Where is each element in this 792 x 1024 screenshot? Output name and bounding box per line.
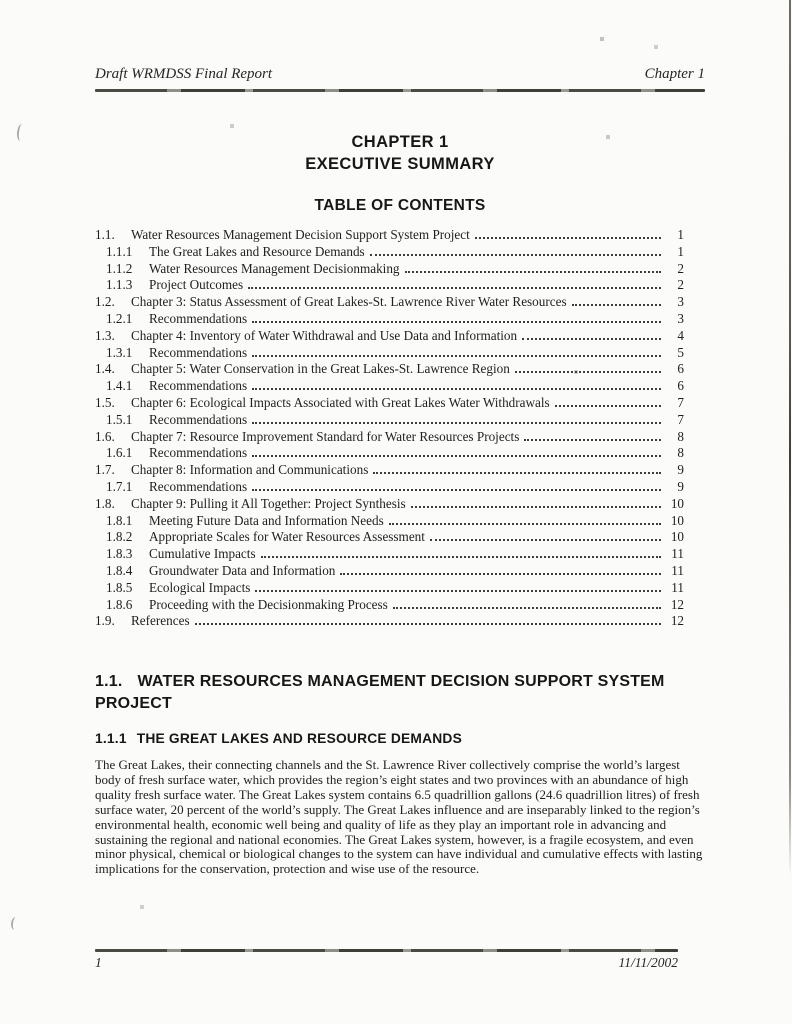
toc-entry-label: Recommendations [149, 310, 248, 326]
table-of-contents [95, 227, 684, 630]
toc-dot-leader [373, 472, 661, 474]
toc-dot-leader [393, 607, 661, 609]
toc-entry [95, 277, 684, 294]
scan-speckles [0, 0, 2, 2]
toc-entry-label: Meeting Future Data and Information Needs [149, 512, 384, 528]
toc-entry-number: 1.8.6 [106, 596, 133, 612]
toc-entry-label: Recommendations [149, 478, 248, 494]
section-title: WATER RESOURCES MANAGEMENT DECISION SUPPORT SYSTEM PROJECT [95, 673, 665, 712]
toc-entry-page: 8 [677, 445, 684, 461]
toc-dot-leader [555, 405, 661, 407]
toc-entry-page: 6 [677, 361, 684, 377]
toc-dot-leader [261, 556, 661, 558]
toc-entry-label: Cumulative Impacts [149, 546, 256, 562]
toc-entry-page: 2 [677, 277, 684, 293]
toc-entry-number: 1.1. [95, 227, 115, 242]
toc-entry [95, 412, 684, 429]
toc-entry-number: 1.9. [95, 613, 115, 629]
toc-dot-leader [430, 539, 661, 541]
toc-entry-number: 1.5. [95, 394, 115, 410]
scan-mark-left-top [16, 124, 25, 142]
toc-entry-number: 1.2. [95, 294, 115, 310]
toc-dot-leader [515, 371, 661, 373]
toc-entry [95, 613, 684, 630]
toc-entry-number: 1.2.1 [106, 310, 133, 326]
toc-entry [95, 395, 684, 412]
toc-entry [95, 244, 684, 261]
toc-entry [95, 429, 684, 446]
toc-entry-page: 9 [677, 478, 684, 494]
toc-dot-leader [340, 573, 661, 575]
toc-entry-number: 1.7.1 [106, 478, 133, 494]
toc-entry-page: 3 [677, 310, 684, 326]
toc-entry [95, 597, 684, 614]
toc-entry-page: 11 [671, 579, 684, 595]
toc-entry-number: 1.1.2 [106, 260, 133, 276]
toc-dot-leader [572, 304, 661, 306]
footer-page-number: 1 [95, 955, 102, 970]
toc-entry-label: Chapter 7: Resource Improvement Standard for Water Resources Projects [131, 428, 520, 444]
toc-entry-label: Recommendations [149, 378, 248, 394]
toc-entry-number: 1.6.1 [106, 445, 133, 461]
toc-entry [95, 345, 684, 362]
toc-entry-page: 1 [677, 243, 684, 259]
toc-entry-number: 1.1.1 [106, 243, 133, 259]
toc-dot-leader [405, 271, 661, 273]
toc-entry-label: Chapter 3: Status Assessment of Great Lakes-St. Lawrence River Water Resources [131, 294, 567, 310]
footer-rule [95, 949, 678, 952]
toc-dot-leader [389, 523, 661, 525]
toc-entry-number: 1.8.1 [106, 512, 133, 528]
toc-entry [95, 580, 684, 597]
header-rule [95, 89, 705, 92]
section-heading [95, 671, 680, 715]
toc-entry-page: 9 [677, 462, 684, 478]
running-header-left: Draft WRMDSS Final Report [95, 66, 273, 82]
toc-entry-page: 6 [677, 378, 684, 394]
toc-entry [95, 311, 684, 328]
toc-dot-leader [252, 388, 661, 390]
body-paragraph: The Great Lakes, their connecting channels and the St. Lawrence River collectively comprise the world’s largest body of fresh surface water, which provides the region’s eight states and two provinces with an abundance of high quality fresh surface water. The Great Lakes system contains 6.5 quadrillion gallons (24.6 quadrillion litres) of fresh surface water, 20 percent of the world’s supply. The Great Lakes influence and are inseparably linked to the region’s environmental health, economic well being and quality of life as they play an important role in advancing and sustaining the regional and national economies. The Great Lakes system, however, is a fragile ecosystem, and even minor physical, chemical or biological changes to the system can have individual and cumulative effects with lasting implications for the conservation, protection and wise use of the resource. [95, 757, 703, 877]
toc-entry-label: Recommendations [149, 344, 248, 360]
chapter-title-line1: CHAPTER 1 [351, 133, 449, 151]
page-footer [95, 955, 678, 971]
toc-dot-leader [252, 489, 661, 491]
toc-dot-leader [411, 506, 661, 508]
scan-edge-artifact [789, 0, 791, 885]
toc-entry-number: 1.7. [95, 462, 115, 478]
toc-entry [95, 496, 684, 513]
toc-entry-number: 1.6. [95, 428, 115, 444]
toc-entry-page: 11 [671, 562, 684, 578]
subsection-heading [95, 731, 705, 746]
toc-entry [95, 479, 684, 496]
toc-entry [95, 227, 684, 244]
toc-entry [95, 513, 684, 530]
toc-entry-number: 1.1.3 [106, 277, 133, 293]
toc-entry [95, 361, 684, 378]
subsection-number: 1.1.1 [95, 731, 127, 746]
toc-entry-label: Water Resources Management Decision Support System Project [131, 227, 470, 242]
toc-dot-leader [252, 422, 661, 424]
toc-entry [95, 529, 684, 546]
toc-entry-page: 1 [677, 227, 684, 242]
toc-dot-leader [195, 623, 661, 625]
toc-entry-page: 10 [670, 512, 684, 528]
toc-entry-label: Chapter 5: Water Conservation in the Great Lakes-St. Lawrence Region [131, 361, 510, 377]
toc-dot-leader [252, 455, 661, 457]
toc-dot-leader [475, 237, 661, 239]
toc-entry-label: Project Outcomes [149, 277, 244, 293]
toc-dot-leader [522, 338, 661, 340]
subsection-title: THE GREAT LAKES AND RESOURCE DEMANDS [136, 731, 462, 746]
toc-entry-label: Chapter 6: Ecological Impacts Associated with Great Lakes Water Withdrawals [131, 394, 550, 410]
toc-dot-leader [248, 287, 661, 289]
toc-entry [95, 294, 684, 311]
toc-entry-number: 1.8.4 [106, 562, 133, 578]
toc-entry-page: 7 [677, 411, 684, 427]
toc-entry-number: 1.4. [95, 361, 115, 377]
toc-entry [95, 563, 684, 580]
footer-date: 11/11/2002 [618, 955, 678, 970]
toc-heading: TABLE OF CONTENTS [314, 197, 486, 214]
toc-dot-leader [370, 254, 661, 256]
toc-entry-label: Proceeding with the Decisionmaking Process [149, 596, 388, 612]
toc-entry-page: 2 [677, 260, 684, 276]
chapter-title-line2: EXECUTIVE SUMMARY [305, 154, 495, 173]
toc-entry [95, 328, 684, 345]
toc-entry [95, 445, 684, 462]
toc-entry-number: 1.4.1 [106, 378, 133, 394]
toc-entry-number: 1.5.1 [106, 411, 133, 427]
toc-dot-leader [252, 355, 661, 357]
toc-entry-number: 1.3. [95, 327, 115, 343]
toc-entry [95, 261, 684, 278]
toc-entry-label: Recommendations [149, 411, 248, 427]
toc-entry-page: 11 [671, 546, 684, 562]
toc-entry [95, 378, 684, 395]
toc-entry-number: 1.8.2 [106, 529, 133, 545]
running-header [95, 66, 705, 83]
toc-entry-page: 10 [670, 529, 684, 545]
toc-entry-number: 1.8. [95, 495, 115, 511]
toc-entry-page: 12 [670, 613, 684, 629]
toc-entry-label: Recommendations [149, 445, 248, 461]
toc-entry-label: Groundwater Data and Information [149, 562, 336, 578]
toc-entry-label: Chapter 4: Inventory of Water Withdrawal and Use Data and Information [131, 327, 518, 343]
toc-dot-leader [524, 439, 661, 441]
toc-entry-page: 7 [677, 394, 684, 410]
toc-entry-page: 3 [677, 294, 684, 310]
toc-entry [95, 462, 684, 479]
toc-entry-label: References [131, 613, 190, 629]
section-number: 1.1. [95, 673, 123, 690]
toc-dot-leader [252, 321, 661, 323]
toc-entry-number: 1.8.5 [106, 579, 133, 595]
toc-entry-page: 8 [677, 428, 684, 444]
scan-mark-left-bottom [10, 917, 18, 931]
toc-entry-label: Chapter 9: Pulling it All Together: Project Synthesis [131, 495, 406, 511]
chapter-title [95, 132, 705, 175]
toc-entry-label: Water Resources Management Decisionmaking [149, 260, 400, 276]
toc-entry-label: Chapter 8: Information and Communications [131, 462, 369, 478]
toc-entry-label: The Great Lakes and Resource Demands [149, 243, 365, 259]
toc-entry [95, 546, 684, 563]
toc-entry-number: 1.3.1 [106, 344, 133, 360]
toc-entry-page: 10 [670, 495, 684, 511]
toc-entry-number: 1.8.3 [106, 546, 133, 562]
toc-entry-label: Appropriate Scales for Water Resources Assessment [149, 529, 425, 545]
toc-dot-leader [255, 590, 661, 592]
toc-entry-label: Ecological Impacts [149, 579, 251, 595]
running-header-right: Chapter 1 [644, 66, 705, 82]
toc-entry-page: 4 [677, 327, 684, 343]
toc-entry-page: 12 [670, 596, 684, 612]
toc-entry-page: 5 [677, 344, 684, 360]
